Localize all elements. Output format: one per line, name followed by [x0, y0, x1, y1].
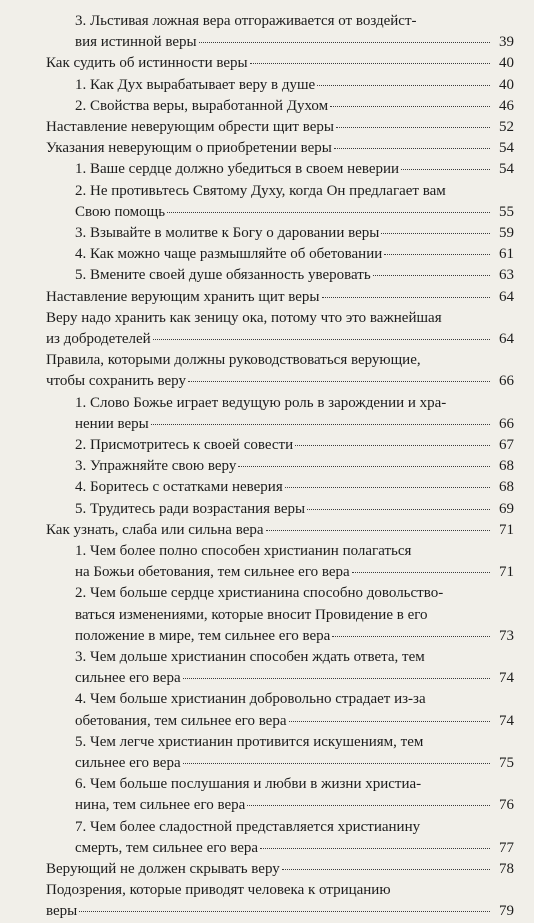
toc-entry-title: 3. Льстивая ложная вера отгораживается от воздейст-	[75, 13, 417, 29]
toc-entry-line	[46, 329, 514, 350]
page-number: 55	[499, 203, 514, 220]
toc-entry-line	[46, 53, 514, 74]
toc-entry[interactable]	[75, 223, 514, 244]
dot-leader	[183, 763, 490, 764]
toc-entry-title: 5. Вмените своей душе обязанность уверовать	[75, 267, 371, 284]
toc-entry-line	[75, 414, 514, 435]
toc-entry-line	[75, 838, 514, 859]
page-number: 73	[499, 627, 514, 644]
toc-entry-line	[75, 96, 514, 117]
toc-entry-title: 5. Чем легче христианин противится искушениям, тем	[75, 733, 424, 750]
toc-entry-title: 2. Свойства веры, выработанной Духом	[75, 97, 329, 114]
toc-entry-line	[75, 626, 514, 647]
toc-entry[interactable]	[75, 75, 514, 96]
dot-leader	[285, 487, 490, 488]
toc-entry-title: обетования, тем сильнее его вера	[75, 712, 287, 729]
toc-entry-title: 1. Чем более полно способен христианин полагаться	[75, 543, 412, 559]
dot-leader	[151, 424, 490, 425]
page-number: 75	[499, 755, 514, 771]
dot-leader	[307, 509, 490, 510]
dot-leader	[167, 212, 490, 213]
page-number: 74	[499, 712, 514, 729]
page-number: 54	[499, 140, 514, 157]
toc-entry-title: 3. Упражняйте свою веру	[75, 458, 237, 475]
toc-entry[interactable]	[75, 244, 514, 265]
toc-entry-line	[75, 562, 514, 583]
dot-leader	[384, 254, 490, 255]
toc-entry-title: чтобы сохранить веру	[46, 373, 186, 390]
toc-entry-title: 7. Чем более сладостной представляется христианину	[75, 818, 421, 835]
dot-leader	[352, 572, 490, 573]
toc-entry-line	[75, 244, 514, 265]
toc-entry-title: положение в мире, тем сильнее его вера	[75, 627, 331, 644]
page-number: 66	[499, 373, 514, 390]
toc-entry-line	[75, 265, 514, 286]
toc-entry-title: на Божьи обетования, тем сильнее его вера	[75, 564, 350, 581]
toc-entry[interactable]	[75, 499, 514, 520]
page-number: 40	[499, 76, 514, 93]
toc-entry-title: из добродетелей	[46, 331, 151, 347]
toc-entry-line	[75, 817, 514, 838]
toc-entry-line	[75, 456, 514, 477]
toc-entry-title: веры	[46, 903, 78, 920]
toc-entry-line	[75, 668, 514, 689]
toc-entry[interactable]	[46, 520, 514, 541]
toc-entry[interactable]	[46, 53, 514, 74]
toc-entry-title: Наставление верующим хранить щит веры	[46, 288, 320, 305]
toc-entry-line	[46, 520, 514, 541]
toc-entry[interactable]	[75, 159, 514, 180]
toc-entry-line	[75, 689, 514, 710]
dot-leader	[282, 869, 490, 870]
page-number: 76	[499, 797, 514, 814]
toc-entry[interactable]	[75, 541, 514, 583]
toc-entry-title: 2. Не противьтесь Святому Духу, когда Он предлагает вам	[75, 182, 446, 199]
toc-entry-line	[75, 75, 514, 96]
toc-entry-line	[46, 901, 514, 922]
toc-entry-title: ваться изменениями, которые вносит Провидение в его	[75, 606, 428, 623]
toc-entry[interactable]	[75, 817, 514, 859]
toc-entry[interactable]	[46, 287, 514, 308]
dot-leader	[317, 85, 490, 86]
toc-entry-line	[75, 223, 514, 244]
toc-entry-title: Как узнать, слаба или сильна вера	[46, 521, 264, 538]
toc-entry-title: 6. Чем больше послушания и любви в жизни христиа-	[75, 776, 422, 793]
toc-entry-title: 3. Чем дольше христианин способен ждать ответа, тем	[75, 649, 425, 665]
toc-entry-line	[75, 647, 514, 668]
toc-entry[interactable]	[75, 689, 514, 731]
page-number: 68	[499, 458, 514, 475]
toc-entry-line	[75, 393, 514, 414]
toc-entry-line	[46, 880, 514, 901]
toc-entry-title: нении веры	[75, 415, 149, 432]
page-number: 64	[499, 331, 514, 347]
dot-leader	[79, 911, 490, 912]
toc-entry-line	[75, 32, 514, 53]
page-number: 71	[499, 521, 514, 538]
toc-entry[interactable]	[75, 96, 514, 117]
dot-leader	[330, 106, 490, 107]
toc-entry-line	[75, 159, 514, 180]
toc-entry-title: Наставление неверующим обрести щит веры	[46, 119, 334, 135]
dot-leader	[295, 445, 490, 446]
dot-leader	[260, 848, 490, 849]
dot-leader	[250, 63, 490, 64]
dot-leader	[381, 233, 490, 234]
dot-leader	[266, 530, 490, 531]
page-number: 69	[499, 500, 514, 517]
toc-entry[interactable]	[75, 647, 514, 689]
page-number: 64	[499, 288, 514, 305]
dot-leader	[183, 678, 490, 679]
toc-entry[interactable]	[75, 265, 514, 286]
toc-entry-line	[75, 753, 514, 774]
page-number: 74	[499, 670, 514, 687]
toc-entry-title: 3. Взывайте в молитве к Богу о даровании веры	[75, 225, 380, 241]
toc-entry-title: 1. Ваше сердце должно убедиться в своем неверии	[75, 161, 400, 178]
toc-entry[interactable]	[75, 456, 514, 477]
dot-leader	[199, 42, 490, 43]
page-number: 67	[499, 437, 514, 453]
page-number: 68	[499, 479, 514, 496]
toc-entry-title: Правила, которыми должны руководствоваться верующие,	[46, 352, 421, 369]
page-number: 46	[499, 97, 514, 114]
toc-entry-title: 4. Боритесь с остатками неверия	[75, 479, 283, 496]
toc-entry[interactable]	[75, 393, 514, 435]
toc-entry-line	[46, 371, 514, 392]
toc-entry-title: смерть, тем сильнее его вера	[75, 839, 259, 856]
page-number: 77	[499, 839, 514, 856]
dot-leader	[238, 466, 490, 467]
toc-entry[interactable]	[75, 181, 514, 223]
toc-entry[interactable]	[75, 583, 514, 647]
toc-entry-title: 4. Как можно чаще размышляйте об обетовании	[75, 246, 383, 263]
page-number: 71	[499, 564, 514, 581]
dot-leader	[322, 297, 491, 298]
dot-leader	[401, 169, 490, 170]
page-number: 40	[499, 55, 514, 72]
dot-leader	[334, 148, 490, 149]
toc-entry[interactable]	[75, 774, 514, 816]
dot-leader	[332, 636, 490, 637]
toc-entry-line	[75, 11, 514, 32]
page-number: 78	[499, 861, 514, 877]
toc-entry[interactable]	[46, 859, 514, 880]
dot-leader	[336, 127, 490, 128]
toc-entry[interactable]	[75, 477, 514, 498]
toc-entry[interactable]	[46, 350, 514, 392]
toc-entry[interactable]	[46, 308, 514, 350]
dot-leader	[188, 381, 490, 382]
toc-entry[interactable]	[46, 138, 514, 159]
toc-entry[interactable]	[46, 880, 514, 922]
page-number: 61	[499, 246, 514, 263]
toc-entry-title: Подозрения, которые приводят человека к отрицанию	[46, 882, 391, 899]
toc-entry-line	[75, 732, 514, 753]
toc-entry-title: Свою помощь	[75, 203, 166, 220]
dot-leader	[153, 339, 490, 340]
toc-entry-line	[75, 795, 514, 816]
toc-entry[interactable]	[75, 435, 514, 456]
toc-entry-title: нина, тем сильнее его вера	[75, 797, 246, 814]
toc-entry-title: 2. Присмотритесь к своей совести	[75, 437, 294, 453]
toc-entry-title: Как судить об истинности веры	[46, 55, 248, 72]
toc-entry-title: сильнее его вера	[75, 670, 181, 687]
toc-entry-line	[75, 583, 514, 604]
page-number: 66	[499, 415, 514, 432]
toc-entry-line	[75, 499, 514, 520]
toc-entry[interactable]	[75, 11, 514, 53]
toc-entry-title: Указания неверующим о приобретении веры	[46, 140, 332, 157]
dot-leader	[289, 721, 490, 722]
toc-entry-line	[75, 477, 514, 498]
toc-entry-line	[75, 181, 514, 202]
page-number: 39	[499, 34, 514, 51]
toc-entry-title: 2. Чем больше сердце христианина способно довольство-	[75, 585, 444, 602]
toc-entry-title: Верующий не должен скрывать веру	[46, 861, 280, 877]
toc-entry-line	[46, 287, 514, 308]
page-number: 79	[499, 903, 514, 920]
toc-entry-line	[46, 859, 514, 880]
toc-entry-line	[46, 117, 514, 138]
toc-entry-line	[46, 350, 514, 371]
toc-entry[interactable]	[46, 117, 514, 138]
page-number: 52	[499, 119, 514, 135]
toc-entry-line	[75, 435, 514, 456]
toc-entry-line	[75, 202, 514, 223]
toc-entry[interactable]	[75, 732, 514, 774]
toc-entry-line	[75, 711, 514, 732]
dot-leader	[247, 805, 490, 806]
toc-entry-line	[75, 541, 514, 562]
page-number: 59	[499, 225, 514, 241]
toc-entry-line	[46, 138, 514, 159]
toc-entry-line	[75, 774, 514, 795]
toc-entry-line	[46, 308, 514, 329]
page-number: 54	[499, 161, 514, 178]
toc-entry-title: сильнее его вера	[75, 755, 181, 771]
dot-leader	[373, 275, 490, 276]
page-number: 63	[499, 267, 514, 284]
toc-entry-title: 1. Как Дух вырабатывает веру в душе	[75, 76, 316, 93]
toc-entry-title: вия истинной веры	[75, 34, 197, 51]
toc-entry-title: 1. Слово Божье играет ведущую роль в зарождении и хра-	[75, 394, 447, 411]
toc-entry-title: Веру надо хранить как зеницу ока, потому что это важнейшая	[46, 309, 442, 326]
toc-entry-line	[75, 605, 514, 626]
toc-entry-title: 5. Трудитесь ради возрастания веры	[75, 500, 306, 517]
toc-entry-title: 4. Чем больше христианин добровольно страдает из-за	[75, 691, 426, 708]
